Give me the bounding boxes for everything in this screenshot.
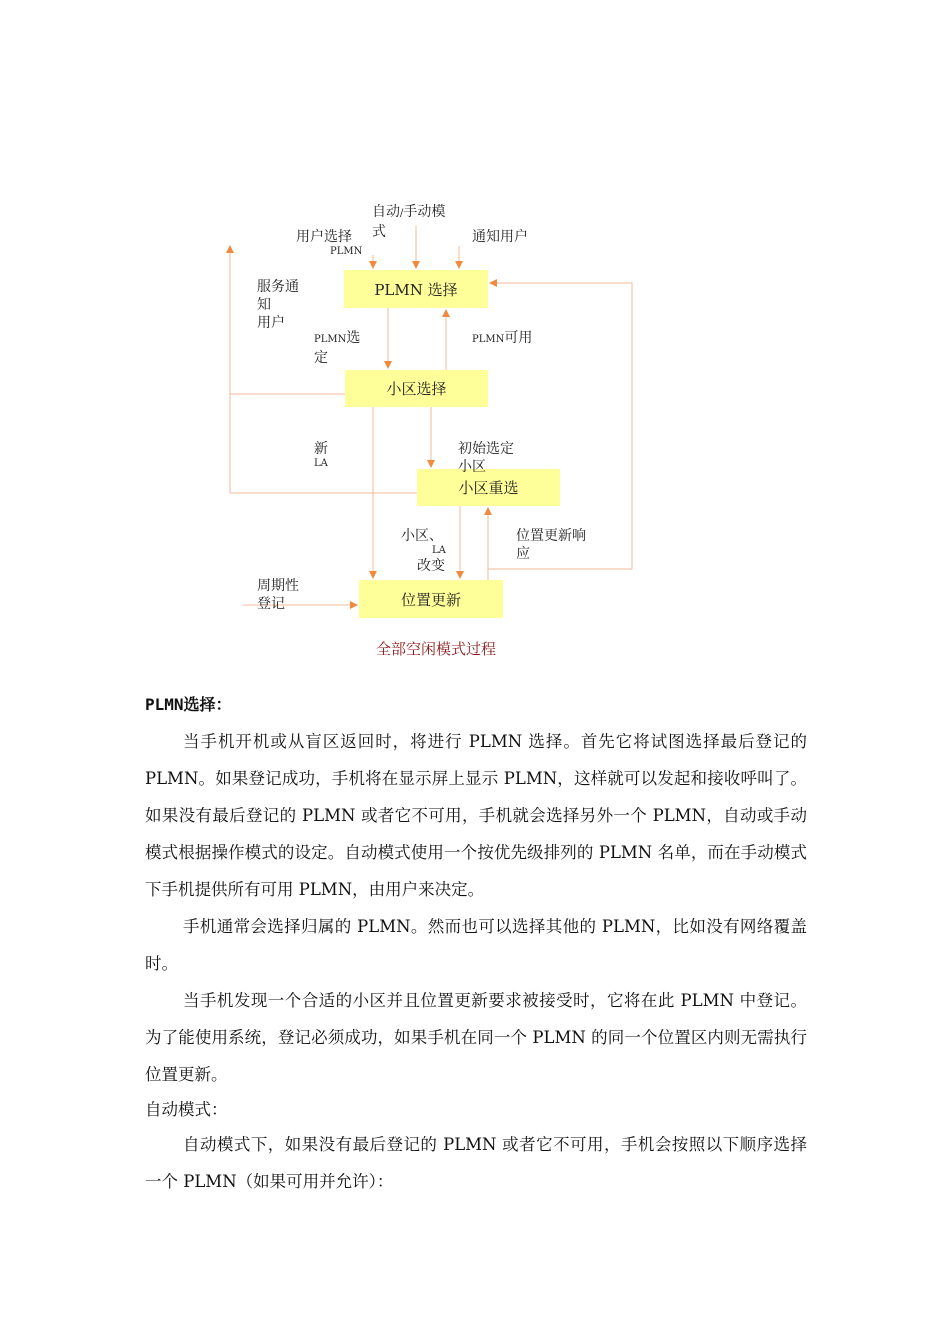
label-location-response: 位置更新响 应 <box>516 528 586 562</box>
cell-reselect-box: 小区重选 <box>417 469 560 506</box>
paragraph-1: 当手机开机或从盲区返回时，将进行 PLMN 选择。首先它将试图选择最后登记的 PLMN。如果登记成功，手机将在显示屏上显示 PLMN，这样就可以发起和接收呼叫了。如果没有最后登记的 PLMN 或者它不可用，手机就会选择另外一个 PLMN，自动或手动模式根据操作模式的设定。自动模式使用一个按优先级排列的 PLMN 名单，而在手动模式下手机提供所有可用 PLMN，由用户来决定。 <box>145 732 807 899</box>
label-plmn-available: PLMN可用 <box>472 330 533 346</box>
plmn-select-box: PLMN 选择 <box>344 270 488 308</box>
paragraph-2: 手机通常会选择归属的 PLMN。然而也可以选择其他的 PLMN，比如没有网络覆盖时。 <box>145 917 807 973</box>
paragraph-auto-mode-heading: 自动模式： <box>145 1100 228 1119</box>
section-heading: PLMN选择： <box>145 695 232 714</box>
label-notify-user: 通知用户 <box>472 229 528 245</box>
label-user-select: 用户选择 PLMN <box>296 229 363 257</box>
label-auto-manual: 自动/手动模 式 <box>372 204 446 240</box>
location-update-box: 位置更新 <box>359 580 503 618</box>
label-plmn-selected: PLMN选 定 <box>314 330 361 366</box>
label-initial-cell: 初始选定 小区 <box>458 441 514 475</box>
cell-select-box: 小区选择 <box>345 370 488 407</box>
paragraph-3: 当手机发现一个合适的小区并且位置更新要求被接受时，它将在此 PLMN 中登记。为了能使用系统，登记必须成功，如果手机在同一个 PLMN 的同一个位置区内则无需执行位置更新。 <box>145 991 807 1084</box>
diagram-caption: 全部空闲模式过程 <box>376 640 497 658</box>
label-new-la: 新 LA <box>314 441 328 469</box>
label-service-notify: 服务通 知 用户 <box>257 279 299 331</box>
label-cell-la-change: 小区、 LA 改变 <box>401 528 446 574</box>
label-periodic: 周期性 登记 <box>257 578 299 612</box>
paragraph-5: 自动模式下，如果没有最后登记的 PLMN 或者它不可用，手机会按照以下顺序选择一个 PLMN（如果可用并允许）： <box>145 1135 807 1191</box>
